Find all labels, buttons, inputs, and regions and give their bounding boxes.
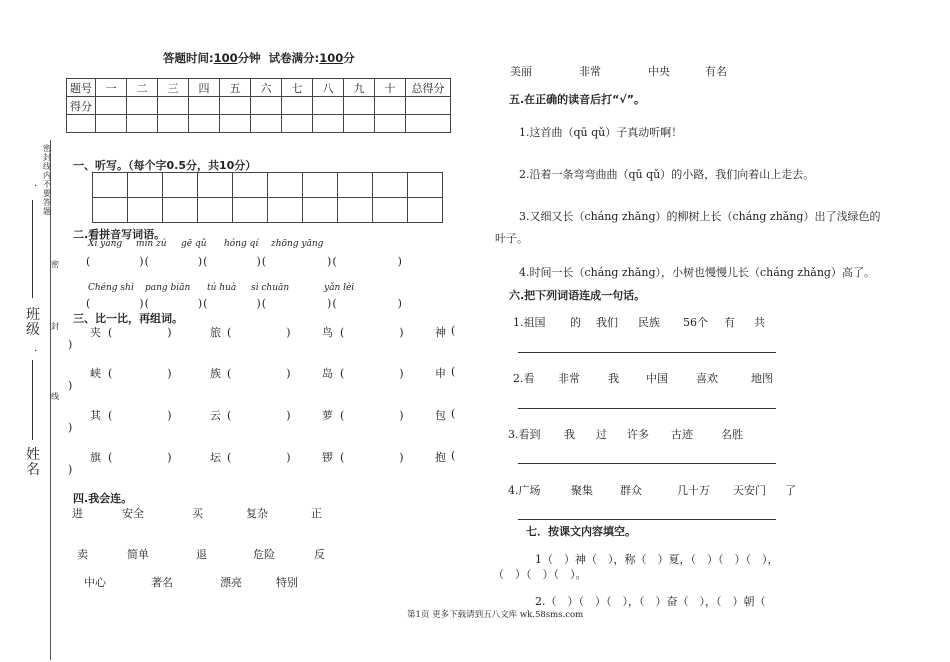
compare-close: ) [68, 338, 73, 351]
compare-char: 神 [435, 326, 446, 339]
compare-close: ) [68, 379, 73, 392]
pronunciation-q3-cont: 叶子。 [495, 232, 528, 245]
pinyin-8: tú huà [207, 283, 237, 293]
cell-1: 一 [96, 79, 127, 97]
pinyin-10: yǎn lèi [324, 283, 355, 293]
exam-header: 答题时间:100分钟 试卷满分:100分 [163, 51, 355, 65]
answer-parens-2[interactable]: ( )( )( )( )( ) [86, 297, 403, 310]
score-input[interactable] [220, 97, 251, 115]
score-input[interactable] [406, 97, 451, 115]
match-word[interactable]: 危险 [253, 548, 275, 561]
compare-blank[interactable]: ( ) [108, 326, 172, 339]
word: 4.广场 [508, 484, 541, 497]
compare-blank[interactable]: ( ) [340, 367, 404, 380]
cell-7: 七 [282, 79, 313, 97]
answer-line[interactable] [518, 408, 776, 409]
match-word[interactable]: 安全 [122, 507, 144, 520]
word: 56个 [683, 316, 708, 329]
score-empty-row [67, 115, 451, 133]
pronunciation-q4[interactable]: 4.时间一长（cháng zhǎng），小树也慢慢儿长（cháng zhǎng）高了。 [519, 266, 875, 279]
name-label: 姓名 [26, 447, 40, 478]
match-word[interactable]: 正 [311, 507, 322, 520]
match-word[interactable]: 美丽 [510, 65, 532, 78]
compare-blank[interactable]: ( ) [227, 451, 291, 464]
word: 名胜 [721, 428, 743, 441]
class-label: 班级 [26, 307, 40, 338]
score-input[interactable] [313, 97, 344, 115]
match-word[interactable]: 反 [314, 548, 325, 561]
pinyin-5: zhōng yāng [271, 239, 324, 249]
compare-char: 云 [210, 409, 221, 422]
cell-9: 九 [344, 79, 375, 97]
compare-blank[interactable]: ( ) [227, 367, 291, 380]
score-table [66, 78, 451, 133]
compare-blank[interactable]: ( ) [340, 451, 404, 464]
class-blank[interactable] [32, 360, 33, 440]
sec6-title: 六.把下列词语连成一句话。 [509, 289, 646, 302]
score-input[interactable] [96, 97, 127, 115]
match-word[interactable]: 著名 [151, 576, 173, 589]
match-word[interactable]: 非常 [579, 65, 601, 78]
sec2-title: 二.看拼音写词语。 [73, 228, 166, 241]
pinyin-2: mín zú [136, 239, 167, 249]
compare-open: ( [451, 449, 456, 462]
compare-blank[interactable]: ( ) [108, 367, 172, 380]
fill-line-2[interactable]: （ ）（ ）（ ）。 [493, 568, 587, 581]
cell-score-label: 得分 [67, 97, 96, 115]
match-word[interactable]: 有名 [705, 65, 727, 78]
match-word[interactable]: 漂亮 [220, 576, 242, 589]
word: 2.看 [513, 372, 535, 385]
compare-open: ( [451, 324, 456, 337]
pinyin-7: pang biān [145, 283, 191, 293]
page-footer: 第1页 更多下载请到五八文库 wk.58sms.com [407, 610, 584, 620]
compare-char: 萝 [322, 409, 333, 422]
cell-5: 五 [220, 79, 251, 97]
cell-10: 十 [375, 79, 406, 97]
score-header-row [67, 79, 451, 97]
pinyin-4: hóng qí [224, 239, 259, 249]
cell-8: 八 [313, 79, 344, 97]
pinyin-1: Xī yáng [88, 239, 123, 249]
compare-blank[interactable]: ( ) [227, 409, 291, 422]
match-word[interactable]: 买 [192, 507, 203, 520]
seal-mi: 密 [51, 260, 59, 269]
answer-parens-1[interactable]: ( )( )( )( )( ) [86, 255, 403, 268]
compare-char: 包 [435, 409, 446, 422]
compare-char: 锣 [322, 451, 333, 464]
compare-char: 旅 [210, 326, 221, 339]
word: 了 [785, 484, 796, 497]
score-input[interactable] [251, 97, 282, 115]
score-value-row [67, 97, 451, 115]
compare-close: ) [68, 463, 73, 476]
match-word[interactable]: 简单 [127, 548, 149, 561]
sec7-title: 七．按课文内容填空。 [526, 525, 636, 538]
word: 过 [596, 428, 607, 441]
word: 地图 [751, 372, 773, 385]
compare-blank[interactable]: ( ) [227, 326, 291, 339]
sec5-title: 五.在正确的读音后打“√”。 [509, 93, 645, 106]
word: 的 [570, 316, 581, 329]
sec3-title: 三、比一比，再组词。 [73, 312, 183, 325]
score-input[interactable] [189, 97, 220, 115]
pinyin-6: Chéng shì [88, 283, 134, 293]
compare-open: ( [451, 407, 456, 420]
cell-6: 六 [251, 79, 282, 97]
match-word[interactable]: 退 [196, 548, 207, 561]
compare-blank[interactable]: ( ) [108, 451, 172, 464]
word: 许多 [627, 428, 649, 441]
pronunciation-q1[interactable]: 1.这首曲（qū qǔ）子真动听啊！ [519, 126, 683, 139]
word: 天安门 [733, 484, 766, 497]
match-word[interactable]: 卖 [77, 548, 88, 561]
compare-char: 坛 [210, 451, 221, 464]
compare-char: 族 [210, 367, 221, 380]
word: 喜欢 [696, 372, 718, 385]
class-blank-top[interactable] [32, 200, 33, 298]
compare-blank[interactable]: ( ) [108, 409, 172, 422]
margin-dot-2: · [34, 346, 38, 357]
compare-blank[interactable]: ( ) [340, 326, 404, 339]
word: 我们 [596, 316, 618, 329]
word: 非常 [558, 372, 580, 385]
compare-char: 其 [90, 409, 101, 422]
match-word[interactable]: 进 [72, 507, 83, 520]
word: 我 [564, 428, 575, 441]
word: 中国 [646, 372, 668, 385]
compare-char: 鸟 [322, 326, 333, 339]
pinyin-3: gē qǔ [181, 239, 207, 249]
compare-char: 申 [435, 367, 446, 380]
answer-line[interactable] [518, 352, 776, 353]
compare-close: ) [68, 421, 73, 434]
answer-line[interactable] [518, 519, 776, 520]
word: 有 [724, 316, 735, 329]
compare-open: ( [451, 365, 456, 378]
cell-4: 四 [189, 79, 220, 97]
match-word[interactable]: 中央 [648, 65, 670, 78]
seal-xian: 线 [51, 392, 59, 401]
cell-3: 三 [158, 79, 189, 97]
seal-feng: 封 [51, 322, 59, 331]
margin-dot: · [34, 181, 38, 192]
match-word[interactable]: 特别 [276, 576, 298, 589]
sec4-title: 四.我会连。 [73, 492, 133, 505]
match-word[interactable]: 复杂 [246, 507, 268, 520]
cell-label: 题号 [67, 79, 96, 97]
compare-char: 旗 [90, 451, 101, 464]
word: 几十万 [677, 484, 710, 497]
word: 聚集 [571, 484, 593, 497]
seal-notice: 密封线内不要答题 [43, 144, 51, 216]
dictation-grid[interactable] [92, 172, 443, 223]
score-input[interactable] [375, 97, 406, 115]
word: 群众 [620, 484, 642, 497]
cell-2: 二 [127, 79, 158, 97]
pinyin-9: sì chuān [251, 283, 290, 293]
fill-line-1[interactable]: 1（ ）神（ ），称（ ）夏，（ ）（ ）（ ）， [535, 553, 779, 566]
word: 3.看到 [508, 428, 541, 441]
compare-char: 峡 [90, 367, 101, 380]
pronunciation-q2[interactable]: 2.沿着一条弯弯曲曲（qū qǔ）的小路，我们向着山上走去。 [519, 168, 815, 181]
compare-char: 夹 [90, 326, 101, 339]
score-input[interactable] [282, 97, 313, 115]
score-input[interactable] [344, 97, 375, 115]
cell-total: 总得分 [406, 79, 451, 97]
fill-line-3[interactable]: 2.（ ）（ ）（ ），（ ）奋（ ），（ ）朝（ [535, 595, 766, 608]
word: 民族 [638, 316, 660, 329]
score-input[interactable] [158, 97, 189, 115]
pronunciation-q3[interactable]: 3.又细又长（cháng zhǎng）的柳树上长（cháng zhǎng）出了浅绿色的 [519, 210, 881, 223]
sec1-title: 一、听写。（每个字0.5分，共10分） [73, 159, 257, 172]
word: 古迹 [671, 428, 693, 441]
word: 1.祖国 [513, 316, 546, 329]
match-word[interactable]: 中心 [84, 576, 106, 589]
word: 共 [754, 316, 765, 329]
compare-char: 抱 [435, 451, 446, 464]
compare-char: 岛 [322, 367, 333, 380]
compare-blank[interactable]: ( ) [340, 409, 404, 422]
answer-line[interactable] [518, 463, 776, 464]
word: 我 [608, 372, 619, 385]
score-input[interactable] [127, 97, 158, 115]
